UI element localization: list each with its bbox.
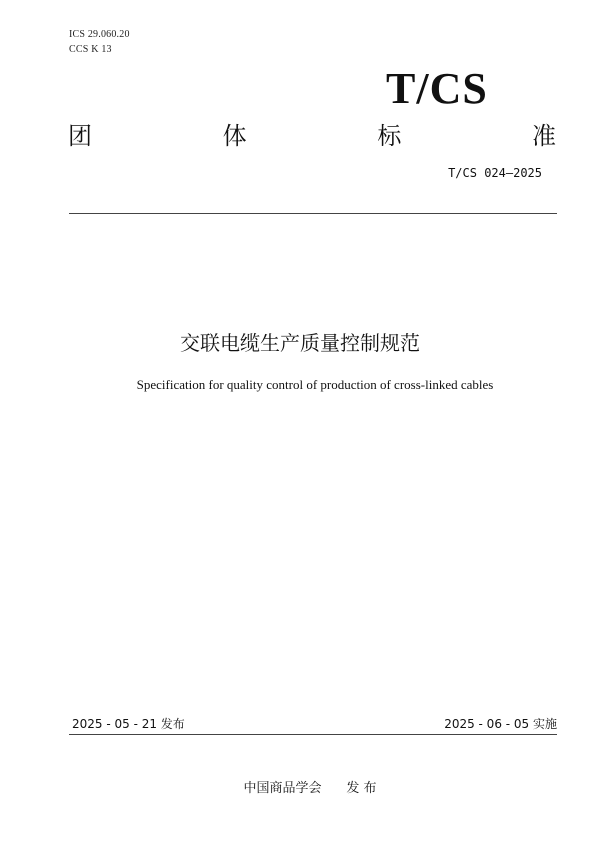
implement-date: 2025 - 06 - 05 实施 <box>444 717 557 731</box>
category-char-4: 准 <box>531 122 556 150</box>
standard-logo: T/CS <box>386 64 488 113</box>
ics-code: ICS 29.060.20 <box>69 29 130 40</box>
category-char-3: 标 <box>377 122 402 150</box>
bottom-divider <box>69 734 557 735</box>
category-char-2: 体 <box>222 122 247 150</box>
standard-number: T/CS 024—2025 <box>448 166 542 180</box>
publish-date: 2025 - 05 - 21 发布 <box>72 717 185 731</box>
category-heading <box>68 116 556 148</box>
top-divider <box>69 213 557 214</box>
document-title-chinese: 交联电缆生产质量控制规范 <box>180 331 420 355</box>
document-title-english: Specification for quality control of production of cross-linked cables <box>136 377 494 392</box>
ccs-code: CCS K 13 <box>69 44 112 55</box>
publisher: 中国商品学会 发 布 <box>243 781 377 796</box>
category-char-1: 团 <box>68 122 92 150</box>
